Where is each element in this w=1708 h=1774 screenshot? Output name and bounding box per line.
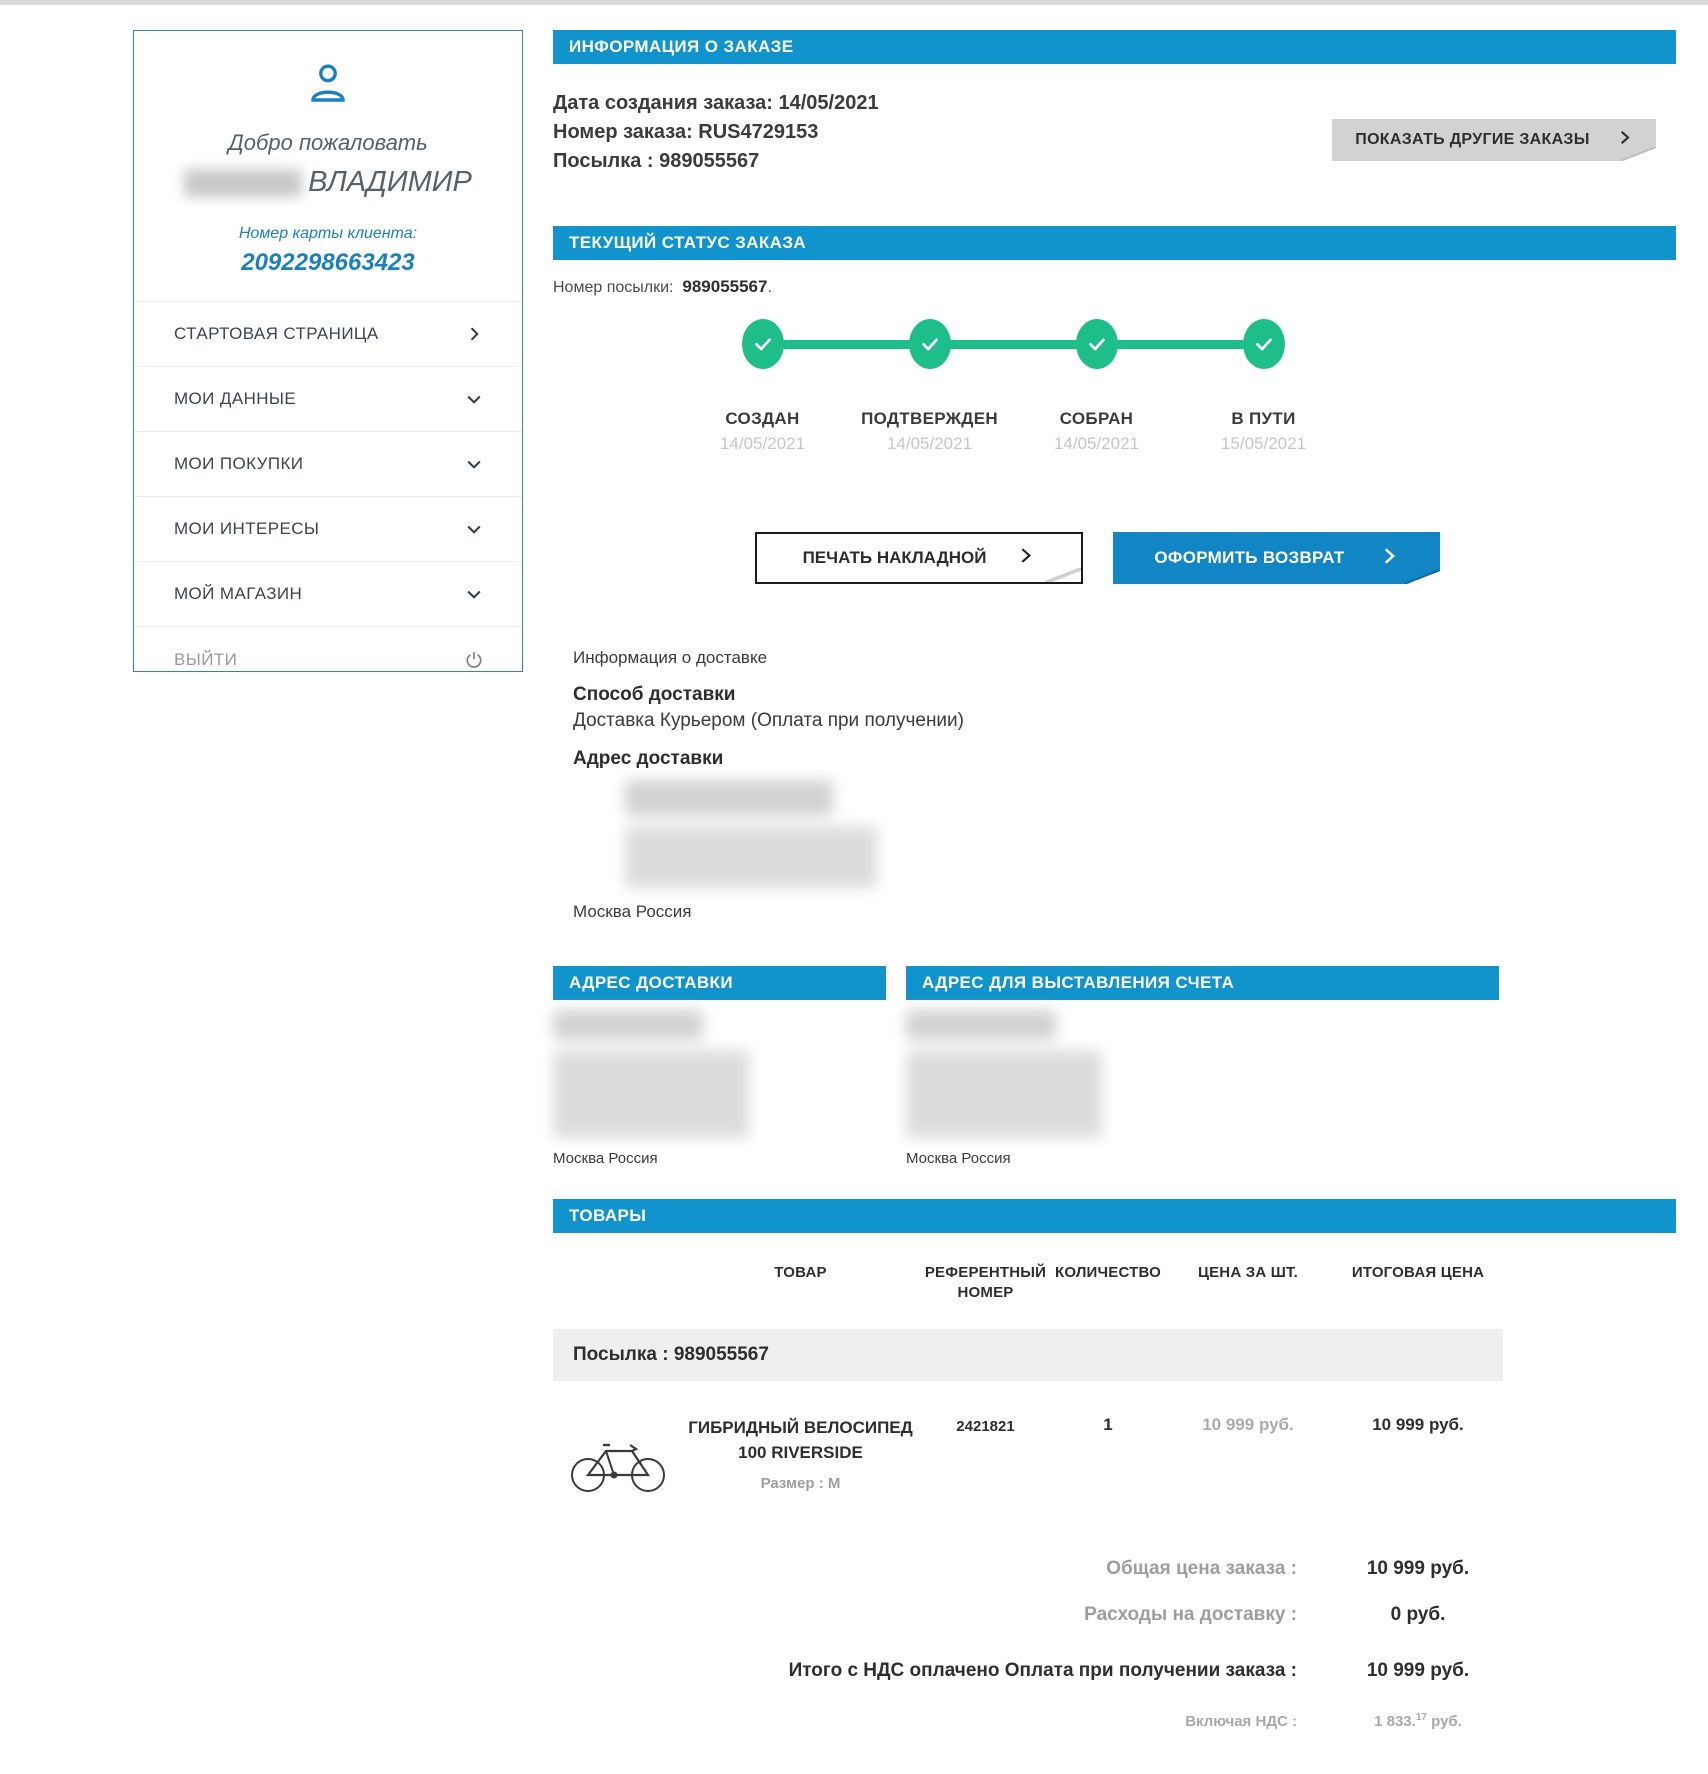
product-name: ГИБРИДНЫЙ ВЕЛОСИПЕД 100 RIVERSIDE (688, 1418, 913, 1462)
product-total-price: 10 999 руб. (1372, 1415, 1464, 1434)
sidebar-item-label: МОИ ИНТЕРЕСЫ (174, 519, 320, 538)
product-unit-price: 10 999 руб. (1202, 1415, 1294, 1434)
timeline-step-created (679, 319, 846, 454)
sidebar-item-my-purchases[interactable] (134, 432, 522, 497)
chevron-down-icon (464, 584, 484, 604)
order-status-header: ТЕКУЩИЙ СТАТУС ЗАКАЗА (553, 226, 1676, 260)
chevron-right-icon (1016, 546, 1035, 570)
order-summary (553, 89, 1676, 176)
show-other-orders-button[interactable] (1332, 119, 1656, 161)
delivery-method-label: Способ доставки (573, 684, 736, 705)
sidebar-item-my-store[interactable] (134, 562, 522, 627)
parcel-number-line: Номер посылки: 989055567. (553, 277, 772, 296)
step-date: 14/05/2021 (1053, 434, 1140, 453)
card-number-value: 2092298663423 (241, 249, 415, 276)
create-return-button[interactable] (1113, 532, 1440, 584)
delivery-info (573, 648, 1676, 922)
column-reference: РЕФЕРЕНТНЫЙ НОМЕР (924, 1264, 1047, 1301)
vat-value: 1 833.17 руб. (1374, 1712, 1462, 1730)
step-date: 14/05/2021 (719, 434, 806, 453)
billing-address-section (906, 966, 1499, 1167)
delivery-info-title: Информация о доставке (573, 648, 768, 667)
parcel-band: Посылка : 989055567 (553, 1329, 1503, 1381)
product-row (553, 1415, 1503, 1500)
sidebar-profile (134, 31, 522, 277)
delivery-address-label: Адрес доставки (573, 748, 724, 769)
power-icon (464, 650, 484, 670)
total-row-vat (553, 1712, 1503, 1730)
product-reference: 2421821 (956, 1418, 1015, 1435)
step-date: 15/05/2021 (1220, 434, 1307, 453)
step-label: СОЗДАН (725, 409, 800, 428)
blurred-delivery-address (625, 780, 1676, 888)
button-fold (1404, 570, 1440, 584)
order-number: Номер заказа: RUS4729153 (553, 121, 819, 143)
product-name-cell (683, 1415, 918, 1492)
user-icon (304, 59, 352, 112)
order-parcel: Посылка : 989055567 (553, 150, 760, 172)
total-value: 10 999 руб. (1366, 1660, 1470, 1681)
sidebar-item-label: ВЫЙТИ (174, 649, 238, 669)
show-other-orders-label: ПОКАЗАТЬ ДРУГИЕ ЗАКАЗЫ (1355, 131, 1590, 148)
delivery-method-value: Доставка Курьером (Оплата при получении) (573, 710, 964, 731)
total-value: 0 руб. (1390, 1604, 1446, 1625)
shipping-address-header: АДРЕС ДОСТАВКИ (553, 966, 886, 1000)
column-total-price: ИТОГОВАЯ ЦЕНА (1351, 1264, 1485, 1281)
status-timeline (679, 319, 1347, 454)
blurred-first-name (184, 169, 302, 197)
parcel-number-value: 989055567 (682, 277, 768, 296)
timeline-step-in-transit (1180, 319, 1347, 454)
step-label: В ПУТИ (1231, 409, 1296, 428)
top-strip (0, 0, 1708, 5)
check-circle-icon (909, 319, 951, 369)
chevron-down-icon (464, 519, 484, 539)
parcel-number-label: Номер посылки: (553, 279, 674, 296)
billing-address-header: АДРЕС ДЛЯ ВЫСТАВЛЕНИЯ СЧЕТА (906, 966, 1499, 1000)
billing-city: Москва Россия (906, 1150, 1011, 1167)
step-label: ПОДТВЕРЖДЕН (861, 409, 998, 428)
sidebar-item-my-interests[interactable] (134, 497, 522, 562)
timeline-step-assembled (1013, 319, 1180, 454)
vat-label: Включая НДС : (1185, 1713, 1297, 1730)
shipping-address-section (553, 966, 886, 1167)
sidebar-item-start-page[interactable] (134, 302, 522, 367)
chevron-down-icon (464, 454, 484, 474)
button-fold (1620, 147, 1656, 161)
sidebar-item-label: МОИ ДАННЫЕ (174, 389, 297, 408)
create-return-label: ОФОРМИТЬ ВОЗВРАТ (1154, 548, 1345, 567)
timeline-step-confirmed (846, 319, 1013, 454)
products-table (553, 1263, 1503, 1500)
order-totals (553, 1558, 1503, 1730)
sidebar-item-logout[interactable] (134, 627, 522, 692)
order-actions (553, 532, 1676, 584)
blurred-shipping-address (553, 1010, 886, 1138)
products-table-header (553, 1263, 1503, 1303)
account-sidebar (133, 30, 523, 672)
step-label: СОБРАН (1059, 409, 1134, 428)
sidebar-item-label: МОЙ МАГАЗИН (174, 584, 303, 603)
user-name-text: ВЛАДИМИР (308, 166, 472, 198)
print-invoice-button[interactable] (755, 532, 1083, 584)
order-main (553, 30, 1676, 1754)
sidebar-menu (134, 301, 522, 692)
column-product: ТОВАР (774, 1264, 827, 1281)
blurred-billing-address (906, 1010, 1499, 1138)
sidebar-item-label: СТАРТОВАЯ СТРАНИЦА (174, 324, 379, 343)
print-invoice-label: ПЕЧАТЬ НАКЛАДНОЙ (802, 548, 987, 567)
total-row-grand-total (553, 1660, 1503, 1682)
total-label: Общая цена заказа : (1106, 1558, 1297, 1579)
step-date: 14/05/2021 (886, 434, 973, 453)
header-spacer (553, 1263, 683, 1303)
button-fold (1045, 568, 1081, 582)
sidebar-item-my-data[interactable] (134, 367, 522, 432)
check-circle-icon (742, 319, 784, 369)
sidebar-item-label: МОИ ПОКУПКИ (174, 454, 304, 473)
total-row-shipping-cost (553, 1604, 1503, 1626)
chevron-down-icon (464, 389, 484, 409)
column-unit-price: ЦЕНА ЗА ШТ. (1197, 1264, 1299, 1281)
order-created-date: Дата создания заказа: 14/05/2021 (553, 92, 879, 114)
welcome-text: Добро пожаловать (228, 130, 428, 155)
shipping-city: Москва Россия (553, 1150, 658, 1167)
column-quantity: КОЛИЧЕСТВО (1054, 1264, 1162, 1281)
total-label: Расходы на доставку : (1084, 1604, 1297, 1625)
bicycle-image (553, 1433, 683, 1500)
check-circle-icon (1243, 319, 1285, 369)
chevron-right-icon (1379, 546, 1399, 571)
check-circle-icon (1076, 319, 1118, 369)
chevron-right-icon (464, 324, 484, 344)
user-name (134, 166, 522, 199)
delivery-city: Москва Россия (573, 902, 692, 921)
card-number-label: Номер карты клиента: (238, 225, 418, 242)
total-row-order-price (553, 1558, 1503, 1580)
address-sections (553, 966, 1676, 1167)
product-quantity: 1 (1103, 1415, 1113, 1434)
order-info-header: ИНФОРМАЦИЯ О ЗАКАЗЕ (553, 30, 1676, 64)
products-header: ТОВАРЫ (553, 1199, 1676, 1233)
total-label: Итого с НДС оплачено Оплата при получении заказа : (788, 1660, 1297, 1681)
product-size: Размер : M (760, 1475, 841, 1492)
total-value: 10 999 руб. (1366, 1558, 1470, 1579)
